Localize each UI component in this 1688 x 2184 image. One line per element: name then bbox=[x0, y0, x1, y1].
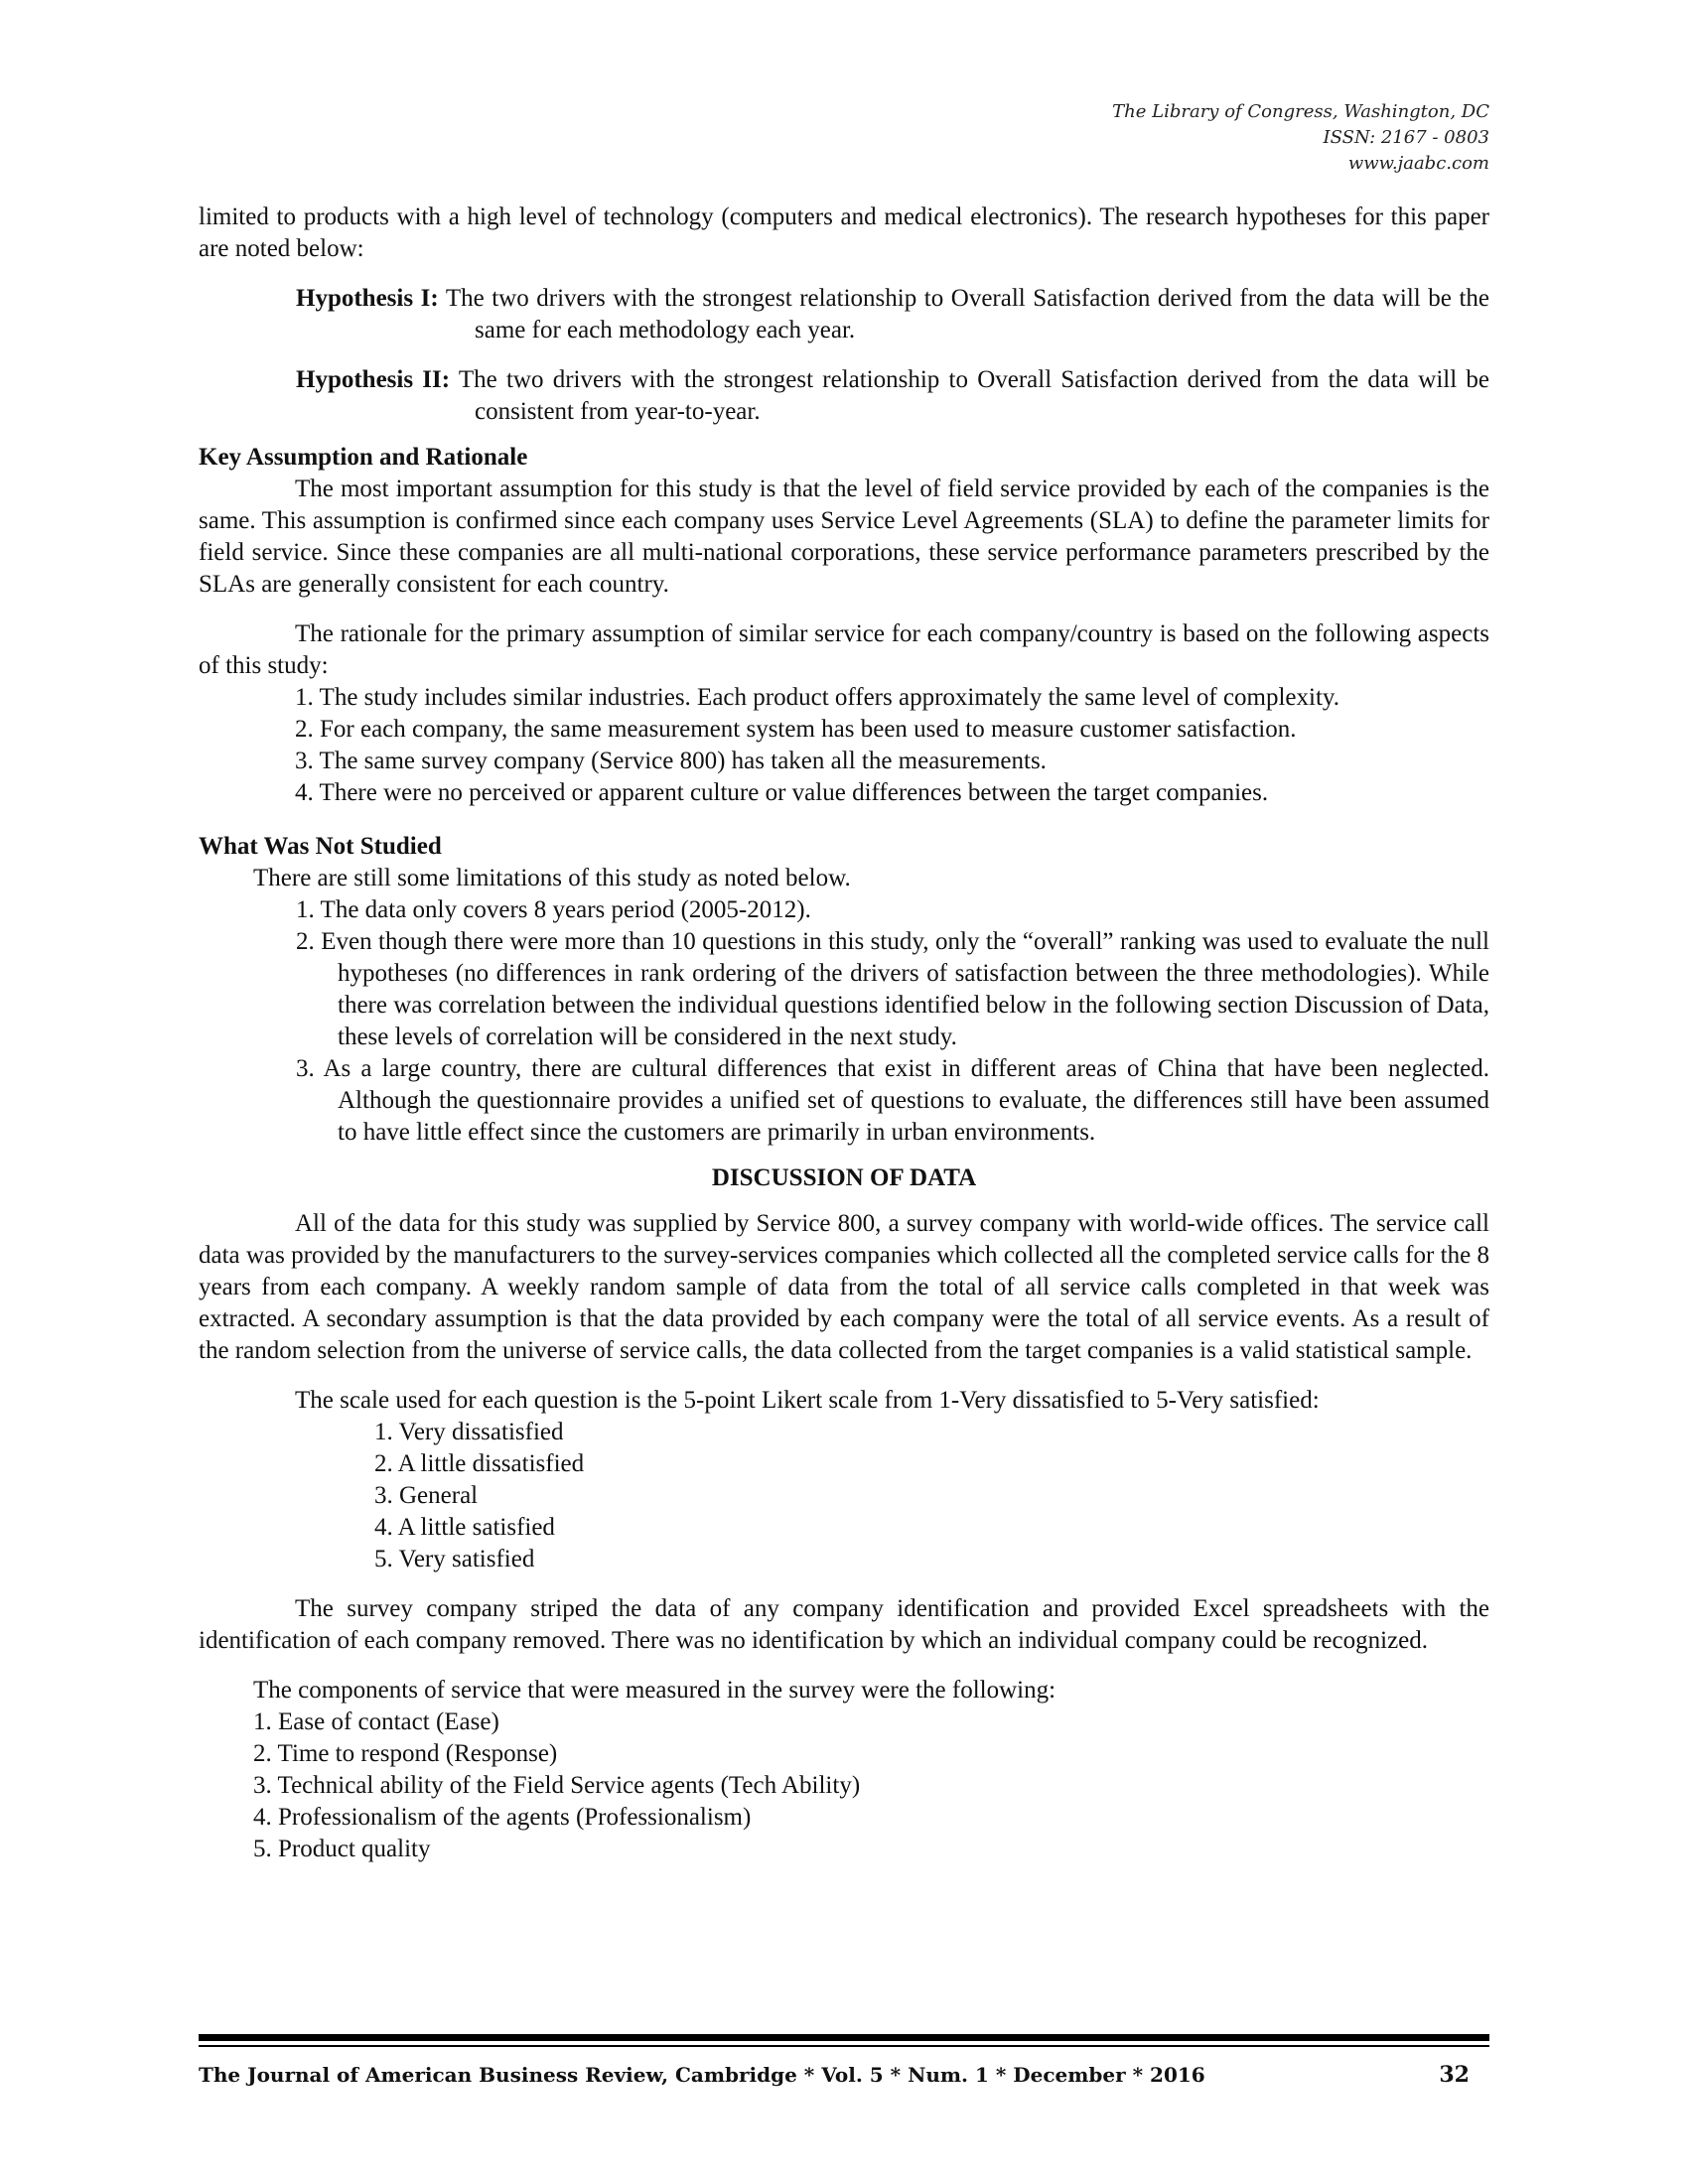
scale-paragraph: The scale used for each question is the 5-point Likert scale from 1-Very dissatisfied to 5-Very satisfied: bbox=[295, 1387, 1320, 1414]
list-item: 3. The same survey company (Service 800) has taken all the measurements. bbox=[295, 748, 1047, 774]
assumption-paragraph: The most important assumption for this study is that the level of field service provided by each of the companies is the same. This assumption is confirmed since each company uses Service Level Agreements (SLA) to define the parameter limits for field service. Since these companies are all multi-national corporations, these service performance parameters prescribed by the SLAs are generally consistent for each country. bbox=[199, 476, 1489, 598]
list-item: 1. Ease of contact (Ease) bbox=[253, 1708, 499, 1735]
journal-citation: The Journal of American Business Review, Cambridge * Vol. 5 * Num. 1 * December * 2016 bbox=[199, 2063, 1205, 2087]
anonymization-paragraph: The survey company striped the data of any company identification and provided Excel spreadsheets with the identification of each company removed. There was no identification by which an individual company could be recognized. bbox=[199, 1595, 1489, 1654]
list-item: 1. The data only covers 8 years period (2005-2012). bbox=[296, 896, 811, 923]
list-item: 3. As a large country, there are cultural differences that exist in different areas of China that have been neglected. Although the questionnaire provides a unified set of questions to evaluate, the differences still have been assumed to have little effect since the customers are primarily in urban environments. bbox=[296, 1055, 1489, 1146]
hypothesis-label: Hypothesis I: bbox=[296, 285, 439, 312]
section-heading-discussion: DISCUSSION OF DATA bbox=[711, 1164, 977, 1191]
list-item: 3. Technical ability of the Field Service agents (Tech Ability) bbox=[253, 1772, 861, 1799]
article-body bbox=[199, 202, 1489, 1865]
footer-divider-thick bbox=[199, 2034, 1489, 2041]
masthead-issn: ISSN: 2167 - 0803 bbox=[1323, 127, 1489, 148]
page-footer bbox=[199, 2055, 1489, 2095]
hypothesis-2 bbox=[296, 364, 1489, 428]
list-item: 2. A little dissatisfied bbox=[374, 1450, 585, 1477]
list-item: 2. Even though there were more than 10 questions in this study, only the “overall” ranking was used to evaluate the null hypotheses (no differences in rank ordering of the drivers of satisfaction between the three methodologies). While there was correlation between the individual questions identified below in the following section Discussion of Data, these levels of correlation will be considered in the next study. bbox=[296, 928, 1489, 1050]
components-list bbox=[199, 1706, 1489, 1865]
list-item: 3. General bbox=[374, 1482, 479, 1509]
discussion-paragraph: All of the data for this study was supplied by Service 800, a survey company with world-wide offices. The service call data was provided by the manufacturers to the survey-services companies which collected all the completed service calls for the 8 years from each company. A weekly random sample of data from the total of all service calls completed in that week was extracted. A secondary assumption is that the data provided by each company were the total of all service events. As a result of the random selection from the universe of service calls, the data collected from the target companies is a valid statistical sample. bbox=[199, 1210, 1489, 1364]
masthead-library: The Library of Congress, Washington, DC bbox=[1112, 101, 1489, 122]
list-item: 2. For each company, the same measurement system has been used to measure customer satisfaction. bbox=[295, 716, 1297, 743]
masthead-website: www.jaabc.com bbox=[1347, 153, 1489, 174]
list-item: 2. Time to respond (Response) bbox=[253, 1740, 558, 1767]
page-number: 32 bbox=[1439, 2062, 1470, 2088]
intro-paragraph: limited to products with a high level of technology (computers and medical electronics). The research hypotheses for this paper are noted below: bbox=[199, 204, 1489, 262]
hypothesis-text: The two drivers with the strongest relationship to Overall Satisfaction derived from the data will be consistent from year-to-year. bbox=[458, 366, 1489, 425]
masthead bbox=[1112, 99, 1489, 177]
footer-divider-thin bbox=[199, 2045, 1489, 2047]
components-lead: The components of service that were measured in the survey were the following: bbox=[253, 1677, 1056, 1704]
limitations-lead: There are still some limitations of this study as noted below. bbox=[253, 865, 851, 891]
hypothesis-1 bbox=[296, 283, 1489, 346]
list-item: 4. A little satisfied bbox=[374, 1514, 555, 1541]
list-item: 5. Product quality bbox=[253, 1836, 431, 1862]
section-heading-not-studied: What Was Not Studied bbox=[199, 833, 442, 860]
list-item: 1. Very dissatisfied bbox=[374, 1419, 564, 1445]
list-item: 5. Very satisfied bbox=[374, 1546, 535, 1572]
likert-scale-list bbox=[199, 1417, 1489, 1575]
aspects-list bbox=[199, 682, 1489, 809]
hypothesis-text: The two drivers with the strongest relationship to Overall Satisfaction derived from the data will be the same for each methodology each year. bbox=[445, 285, 1489, 343]
list-item: 4. Professionalism of the agents (Professionalism) bbox=[253, 1804, 752, 1831]
limitations-list bbox=[199, 894, 1489, 1149]
section-heading-assumption: Key Assumption and Rationale bbox=[199, 444, 528, 471]
list-item: 4. There were no perceived or apparent culture or value differences between the target companies. bbox=[295, 779, 1269, 806]
rationale-paragraph: The rationale for the primary assumption of similar service for each company/country is based on the following aspects of this study: bbox=[199, 620, 1489, 679]
hypothesis-label: Hypothesis II: bbox=[296, 366, 451, 393]
list-item: 1. The study includes similar industries. Each product offers approximately the same level of complexity. bbox=[295, 684, 1340, 711]
